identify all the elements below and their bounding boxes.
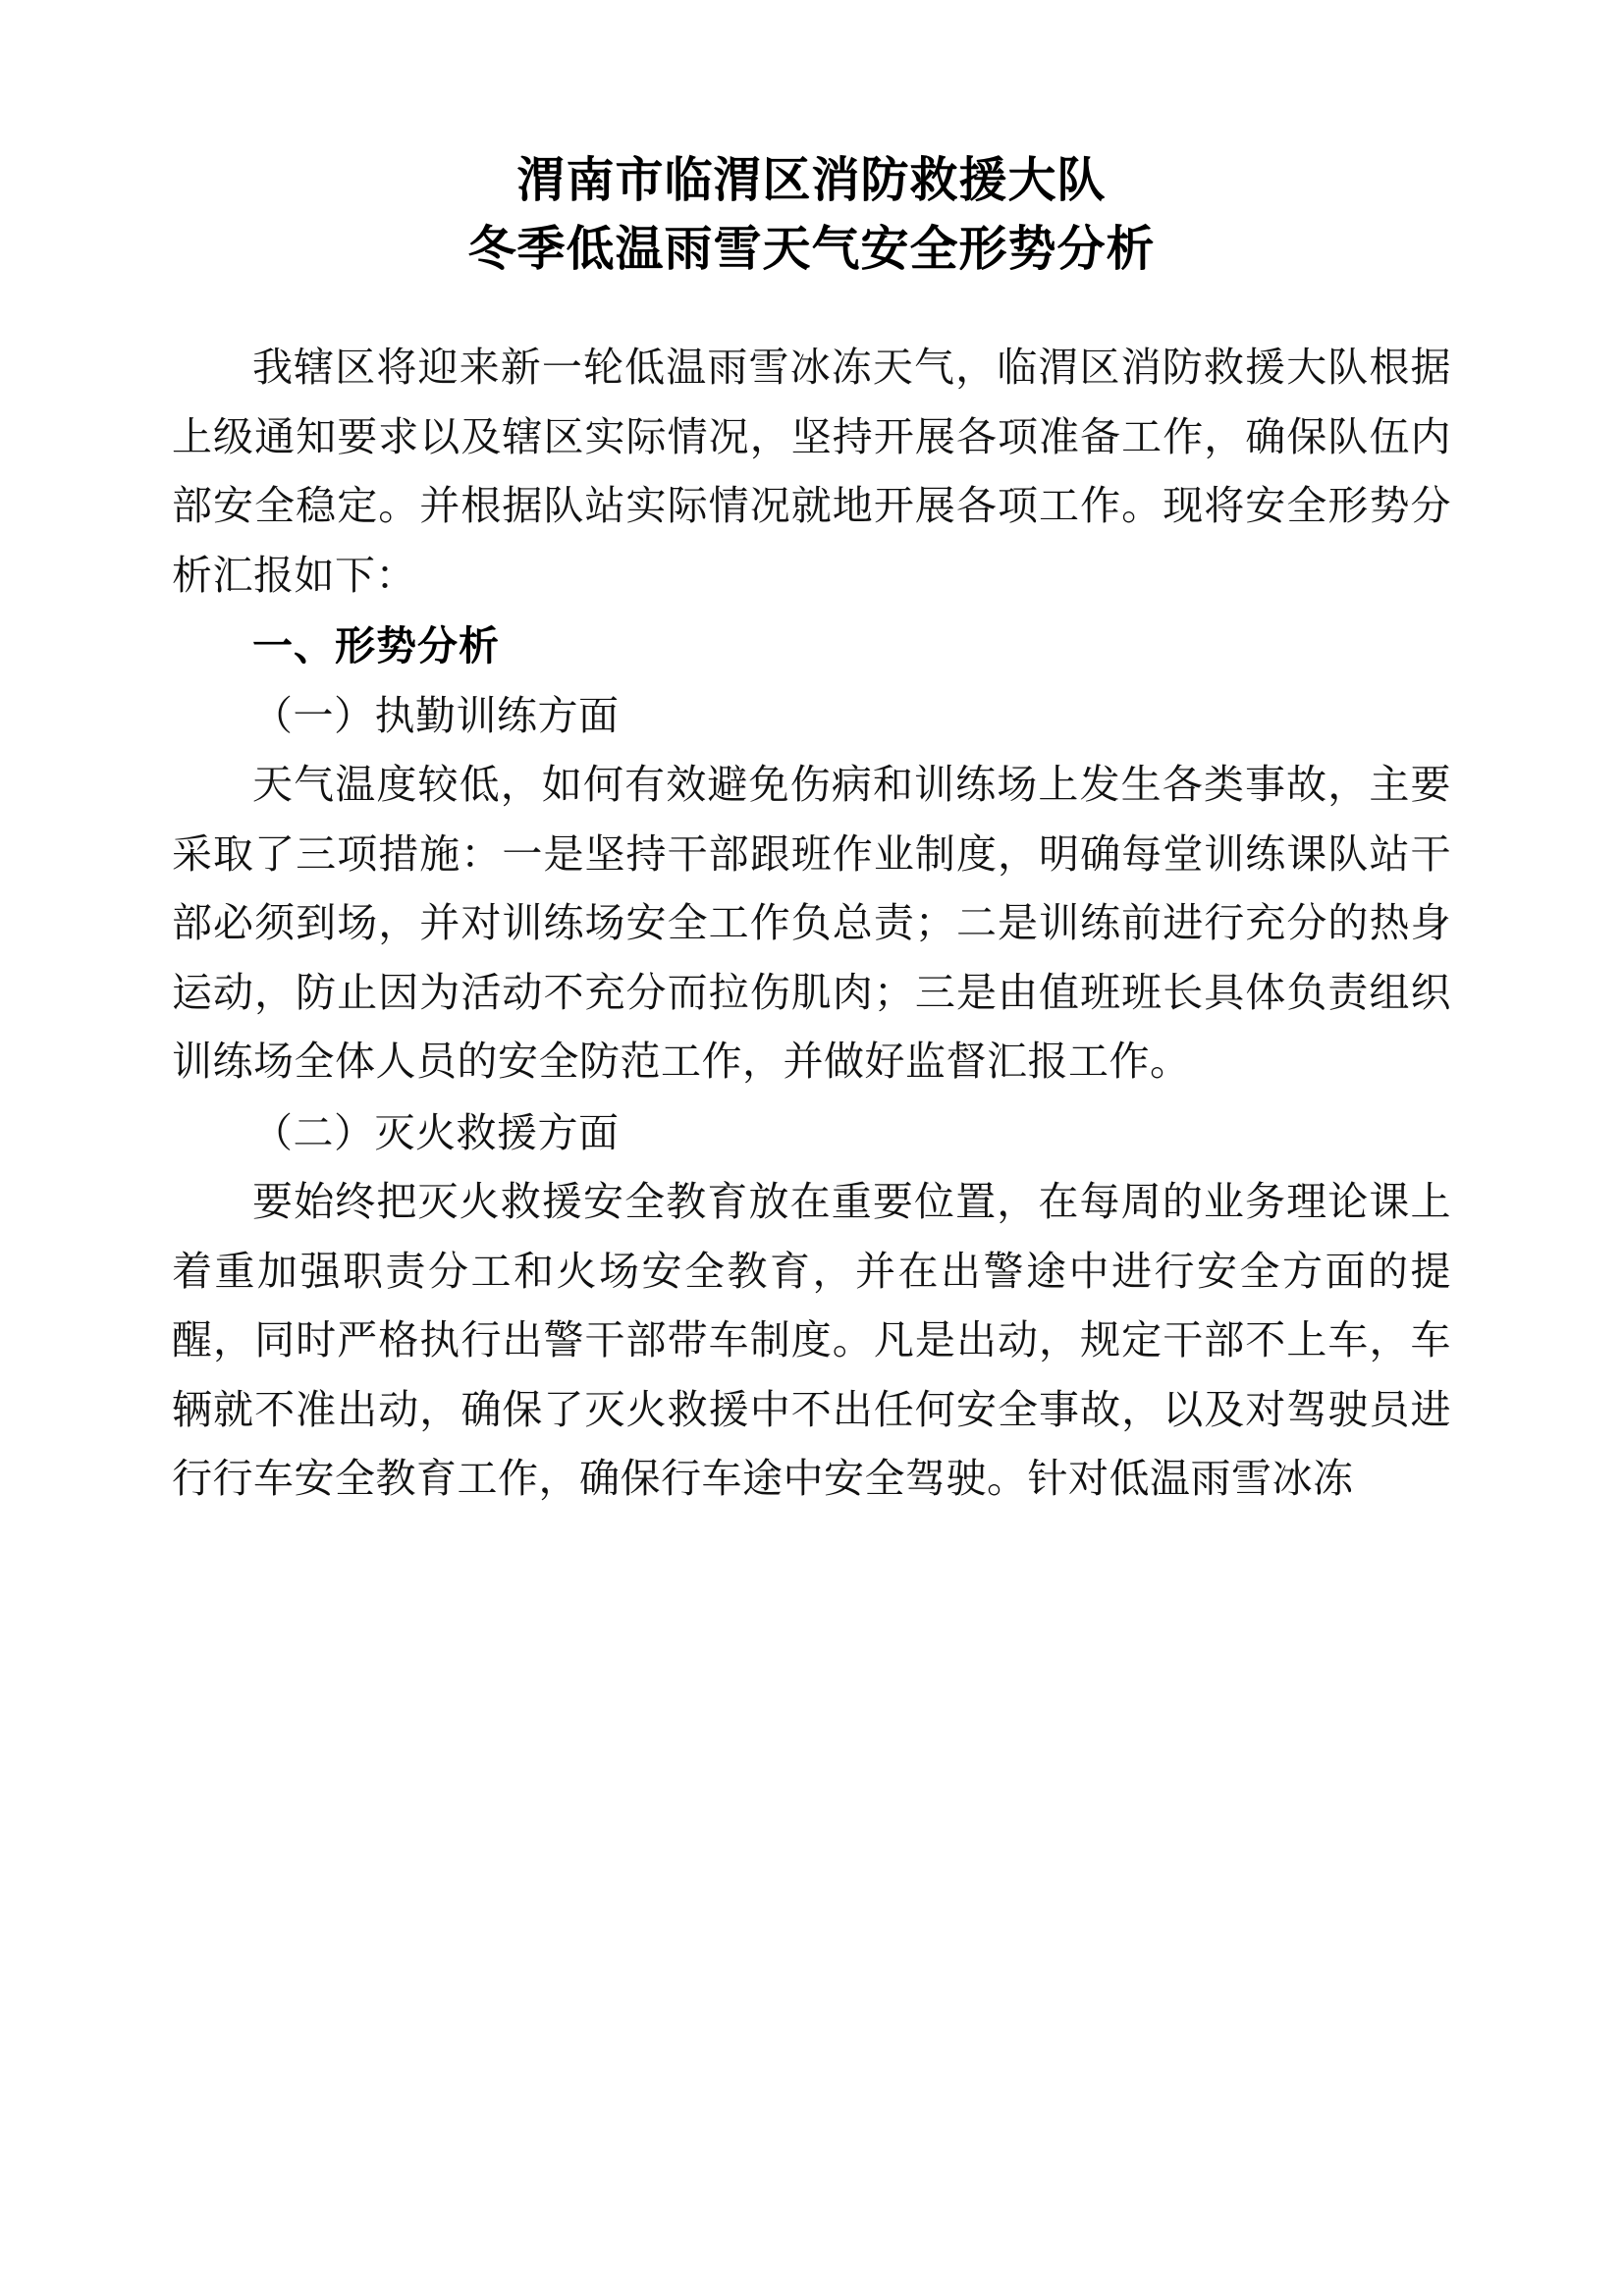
subsection-heading-2: （二）灭火救援方面 [252, 1109, 620, 1155]
intro-paragraph: 我辖区将迎来新一轮低温雨雪冰冻天气，临渭区消防救援大队根据上级通知要求以及辖区实际情况，坚持开展各项准备工作，确保队伍内部安全稳定。并根据队站实际情况就地开展各项工作。现将安全形势分析汇报如下： [172, 345, 1451, 598]
subsection-heading-1: （一）执勤训练方面 [252, 692, 620, 738]
paragraph-firefighting-rescue: 要始终把灭火救援安全教育放在重要位置，在每周的业务理论课上着重加强职责分工和火场安全教育，并在出警途中进行安全方面的提醒，同时严格执行出警干部带车制度。凡是出动，规定干部不上车，车辆就不准出动，确保了灭火救援中不出任何安全事故，以及对驾驶员进行行车安全教育工作，确保行车途中安全驾驶。针对低温雨雪冰冻 [172, 1179, 1451, 1502]
paragraph-duty-training: 天气温度较低，如何有效避免伤病和训练场上发生各类事故，主要采取了三项措施：一是坚持干部跟班作业制度，明确每堂训练课队站干部必须到场，并对训练场安全工作负总责；二是训练前进行充分的热身运动，防止因为活动不充分而拉伤肌肉；三是由值班班长具体负责组织训练场全体人员的安全防范工作，并做好监督汇报工作。 [172, 762, 1451, 1085]
page-title-line-1: 渭南市临渭区消防救援大队 [516, 154, 1107, 207]
page-title [172, 147, 1451, 284]
section-heading-1: 一、形势分析 [252, 623, 500, 669]
page-title-line-2: 冬季低温雨雪天气安全形势分析 [467, 222, 1156, 276]
